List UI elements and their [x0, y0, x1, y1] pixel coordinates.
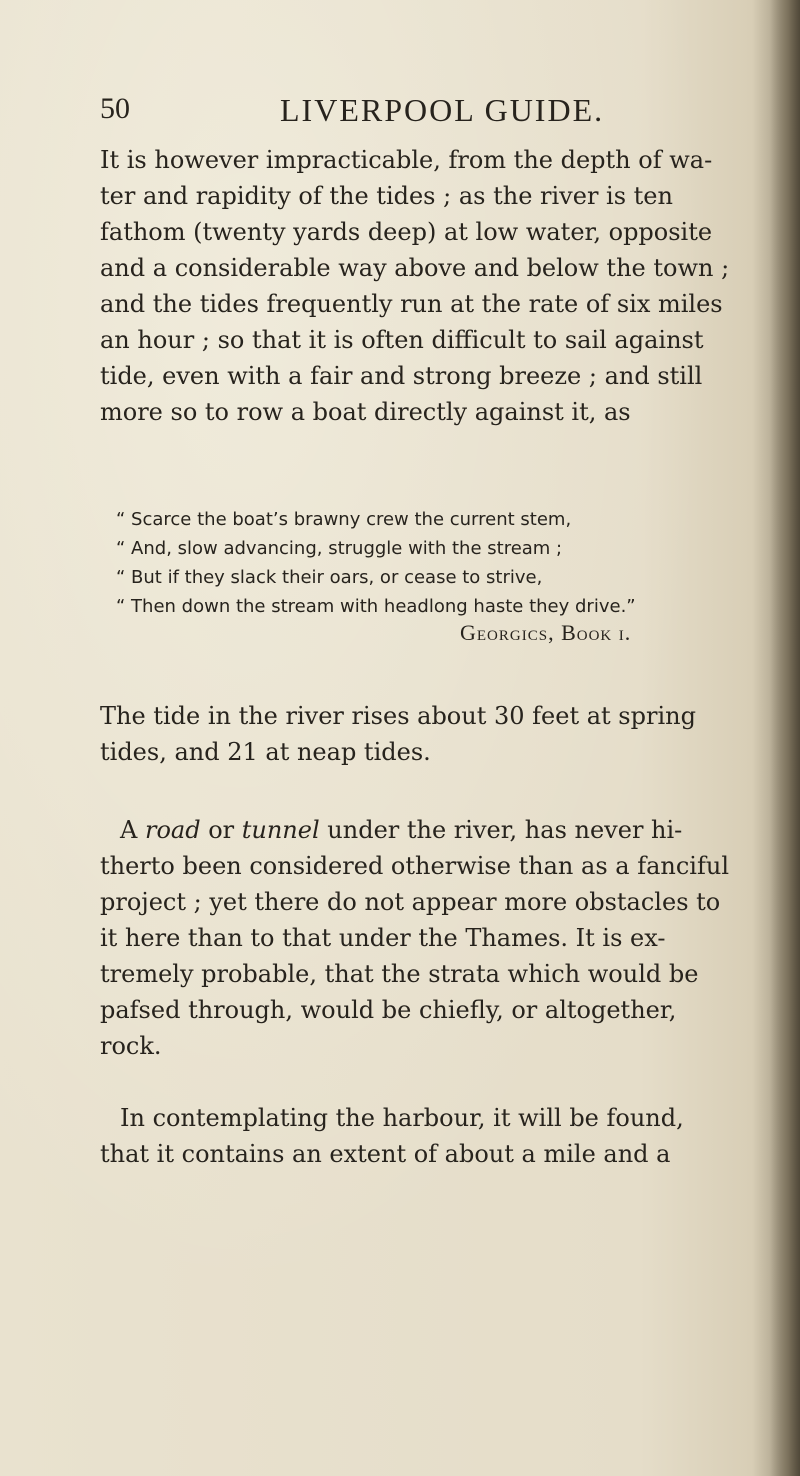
text-line: The tide in the river rises about 30 feet at spring: [100, 702, 696, 730]
italic-tunnel: tunnel: [241, 816, 320, 844]
paragraph-4: [100, 1100, 760, 1172]
verse-line: “ Scarce the boat’s brawny crew the current stem,: [116, 509, 572, 530]
verse-line: “ And, slow advancing, struggle with the stream ;: [116, 538, 563, 559]
italic-road: road: [144, 816, 201, 844]
paragraph-2: [100, 698, 760, 770]
text-run: or: [200, 816, 242, 844]
text-line: that it contains an extent of about a mile and a: [100, 1140, 671, 1168]
page-number: 50: [100, 92, 130, 125]
verse-line: “ Then down the stream with headlong haste they drive.”: [116, 596, 636, 617]
paragraph-1: [100, 142, 760, 430]
verse-line: “ But if they slack their oars, or cease to strive,: [116, 567, 543, 588]
text-line: tides, and 21 at neap tides.: [100, 738, 431, 766]
text-line: ter and rapidity of the tides ; as the river is ten: [100, 182, 673, 210]
text-line: rock.: [100, 1032, 162, 1060]
page-edge-shadow: [770, 0, 800, 1476]
text-line: [100, 812, 760, 848]
text-line: tremely probable, that the strata which would be: [100, 960, 699, 988]
text-line: It is however impracticable, from the depth of wa-: [100, 146, 713, 174]
text-line: it here than to that under the Thames. It is ex-: [100, 924, 666, 952]
text-line: and the tides frequently run at the rate of six miles: [100, 290, 723, 318]
text-line: therto been considered otherwise than as a fanciful: [100, 852, 729, 880]
text-run: A: [120, 816, 145, 844]
text-run: under the river, has never hi-: [319, 816, 683, 844]
text-line: In contemplating the harbour, it will be found,: [120, 1104, 684, 1132]
text-line: pafsed through, would be chiefly, or altogether,: [100, 996, 677, 1024]
text-line: tide, even with a fair and strong breeze ; and still: [100, 362, 703, 390]
verse-quotation: [116, 505, 776, 621]
text-line: and a considerable way above and below the town ;: [100, 254, 730, 282]
text-line: an hour ; so that it is often difficult to sail against: [100, 326, 704, 354]
paragraph-3: [100, 812, 760, 1064]
quotation-citation: Georgics, Book i.: [460, 620, 632, 645]
page-header: [100, 92, 740, 142]
running-head: LIVERPOOL GUIDE.: [280, 92, 605, 128]
text-line: fathom (twenty yards deep) at low water, opposite: [100, 218, 713, 246]
text-line: project ; yet there do not appear more obstacles to: [100, 888, 721, 916]
text-line: more so to row a boat directly against it, as: [100, 398, 631, 426]
